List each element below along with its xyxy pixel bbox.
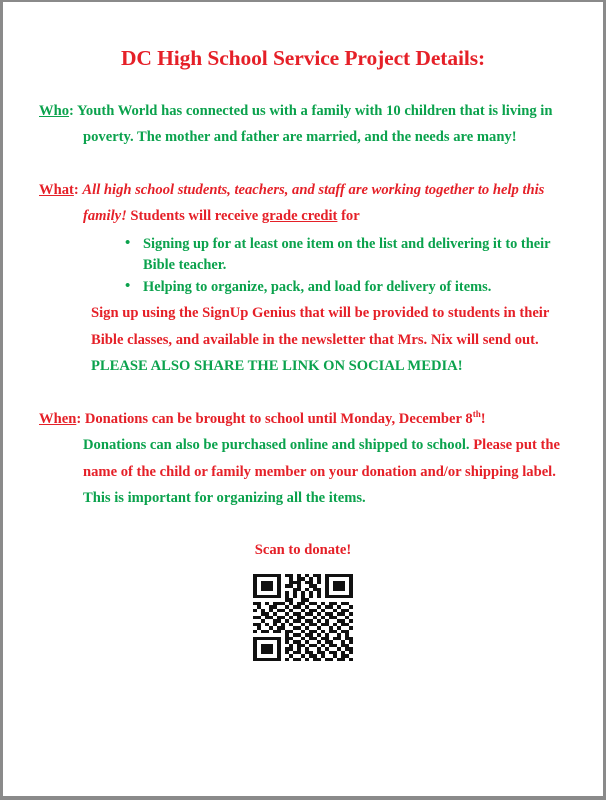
- section-when: [39, 406, 567, 512]
- when-paragraph: [39, 406, 567, 433]
- online-purchase-note: Donations can also be purchased online and shipped to school.: [83, 437, 470, 454]
- when-deadline-end: !: [480, 410, 486, 427]
- what-label: What: [39, 181, 74, 198]
- what-tail: for: [337, 208, 360, 225]
- what-paragraph: [39, 177, 567, 230]
- grade-credit-emphasis: grade credit: [261, 208, 338, 225]
- section-who: [39, 98, 567, 151]
- signup-genius-paragraph: [39, 300, 567, 380]
- flyer-sheet: [3, 2, 603, 796]
- scan-to-donate-label: Scan to donate!: [254, 541, 352, 558]
- qr-code-container: [39, 574, 567, 662]
- share-link-callout: PLEASE ALSO SHARE THE LINK ON SOCIAL MEDIA!: [91, 358, 463, 375]
- when-label: When: [39, 410, 77, 427]
- who-colon: :: [69, 102, 74, 119]
- when-colon: :: [76, 410, 82, 427]
- what-italic-lead: All high school students, teachers, and staff are working together to help this family!: [82, 181, 545, 225]
- list-item: • Helping to organize, pack, and load for delivery of items.: [125, 277, 567, 298]
- when-detail-paragraph: [39, 432, 567, 512]
- who-paragraph: [39, 98, 567, 151]
- what-bullet-list: [39, 234, 567, 298]
- page-title: DC High School Service Project Details:: [120, 46, 486, 70]
- donation-qr-code[interactable]: [253, 574, 353, 662]
- who-body: Youth World has connected us with a family with 10 children that is living in poverty. The mother and father are married, and the needs are many!: [77, 102, 553, 146]
- list-item: • Signing up for at least one item on the list and delivering it to their Bible teacher.: [125, 234, 567, 276]
- organizing-note: This is important for organizing all the items.: [83, 490, 366, 507]
- when-deadline-text: Donations can be brought to school until Monday, December 8: [84, 410, 473, 427]
- signup-instructions: Sign up using the SignUp Genius that will be provided to students in their Bible classes, and available in the newsletter that Mrs. Nix will send out.: [91, 305, 550, 348]
- labeling-instructions: Please put the name of the child or family member on your donation and/or shipping label.: [83, 437, 560, 480]
- what-colon: :: [73, 181, 79, 198]
- what-after-italic: Students will receive: [126, 208, 262, 225]
- who-label: Who: [39, 102, 70, 119]
- date-ordinal-suffix: th: [472, 408, 481, 419]
- section-what: [39, 177, 567, 380]
